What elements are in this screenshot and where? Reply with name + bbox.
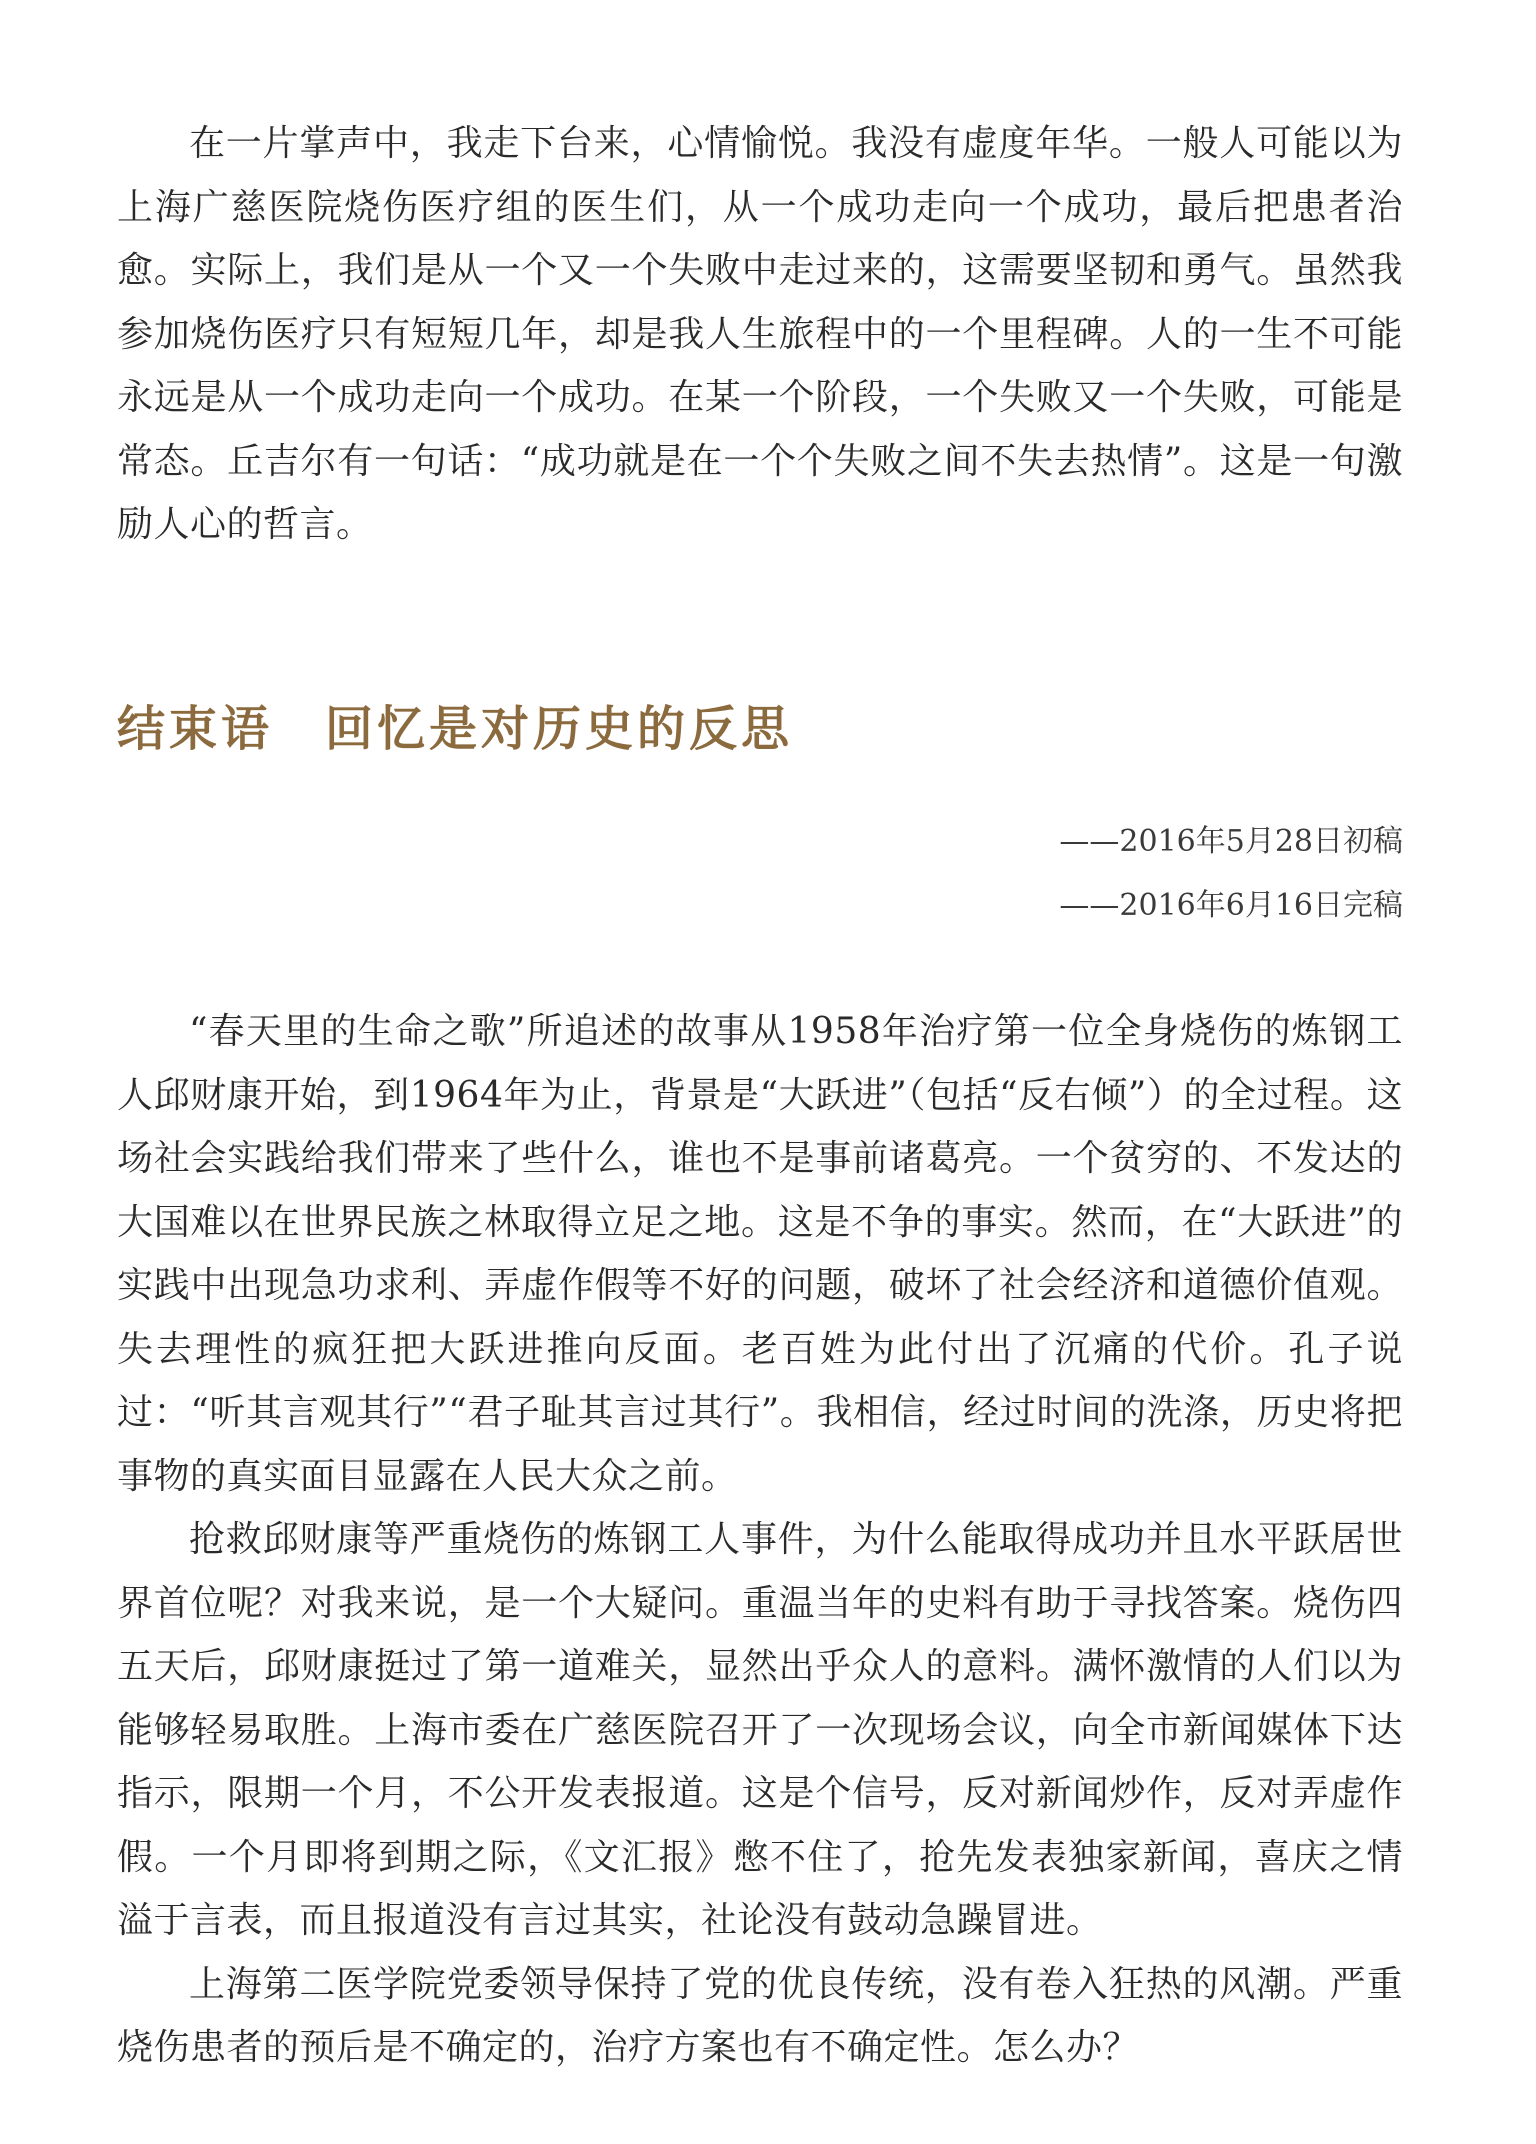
body-paragraph: “春天里的生命之歌”所追述的故事从1958年治疗第一位全身烧伤的炼钢工人邱财康开始，到1964年为止，背景是“大跃进”（包括“反右倾”）的全过程。这场社会实践给我们带来了些什么，谁也不是事前诸葛亮。一个贫穷的、不发达的大国难以在世界民族之林取得立足之地。这是不争的事实。然而，在“大跃进”的实践中出现急功求利、弄虚作假等不好的问题，破坏了社会经济和道德价值观。失去理性的疯狂把大跃进推向反面。老百姓为此付出了沉痛的代价。孔子说过：“听其言观其行”“君子耻其言过其行”。我相信，经过时间的洗涤，历史将把事物的真实面目显露在人民大众之前。 [117,1011,1403,1497]
opening-section [117,112,1403,557]
body-paragraph: 抢救邱财康等严重烧伤的炼钢工人事件，为什么能取得成功并且水平跃居世界首位呢？对我来说，是一个大疑问。重温当年的史料有助于寻找答案。烧伤四五天后，邱财康挺过了第一道难关，显然出乎众人的意料。满怀激情的人们以为能够轻易取胜。上海市委在广慈医院召开了一次现场会议，向全市新闻媒体下达指示，限期一个月，不公开发表报道。这是个信号，反对新闻炒作，反对弄虚作假。一个月即将到期之际，《文汇报》憋不住了，抢先发表独家新闻，喜庆之情溢于言表，而且报道没有言过其实，社论没有鼓动急躁冒进。 [117,1519,1403,1941]
body-paragraph: 在一片掌声中，我走下台来，心情愉悦。我没有虚度年华。一般人可能以为上海广慈医院烧伤医疗组的医生们，从一个成功走向一个成功，最后把患者治愈。实际上，我们是从一个又一个失败中走过来的，这需要坚韧和勇气。虽然我参加烧伤医疗只有短短几年，却是我人生旅程中的一个里程碑。人的一生不可能永远是从一个成功走向一个成功。在某一个阶段，一个失败又一个失败，可能是常态。丘吉尔有一句话：“成功就是在一个个失败之间不失去热情”。这是一句激励人心的哲言。 [117,123,1403,545]
body-paragraph: 上海第二医学院党委领导保持了党的优良传统，没有卷入狂热的风潮。严重烧伤患者的预后是不确定的，治疗方案也有不确定性。怎么办？ [117,1963,1403,2068]
draft-date: ——2016年5月28日初稿 [1059,824,1403,859]
chapter-title: 结束语 回忆是对历史的反思 [117,701,794,757]
date-block [1059,810,1403,938]
final-date: ——2016年6月16日完稿 [1059,888,1403,923]
chapter-body [117,1000,1403,2080]
